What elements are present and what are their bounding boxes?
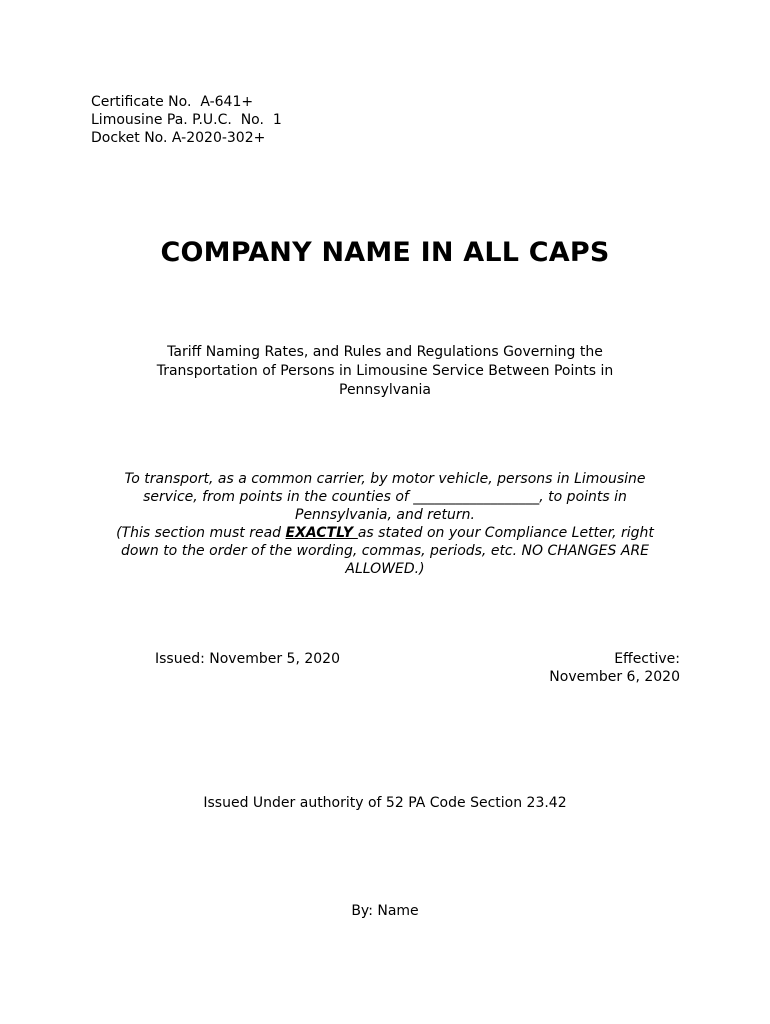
transport-line: Pennsylvania, and return. bbox=[295, 507, 475, 523]
company-title: COMPANY NAME IN ALL CAPS bbox=[160, 237, 610, 268]
signatory-name: By: Name bbox=[351, 903, 419, 919]
certificate-header bbox=[91, 93, 282, 147]
effective-label: Effective: bbox=[614, 651, 680, 667]
effective-date: November 6, 2020 bbox=[549, 669, 680, 685]
limousine-puc-number: Limousine Pa. P.U.C. No. 1 bbox=[91, 112, 282, 128]
issued-date: Issued: November 5, 2020 bbox=[155, 651, 340, 667]
issuing-authority: Issued Under authority of 52 PA Code Section 23.42 bbox=[203, 795, 567, 811]
transport-instruction-line bbox=[0, 524, 770, 542]
transport-line: service, from points in the counties of __________________, to points in bbox=[143, 489, 627, 505]
instruction-prefix: (This section must read bbox=[116, 525, 286, 541]
docket-number: Docket No. A-2020-302+ bbox=[91, 130, 266, 146]
tariff-line: Pennsylvania bbox=[339, 382, 431, 398]
tariff-line: Tariff Naming Rates, and Rules and Regulations Governing the bbox=[167, 344, 603, 360]
tariff-line: Transportation of Persons in Limousine Service Between Points in bbox=[156, 363, 614, 379]
instruction-suffix: as stated on your Compliance Letter, right bbox=[357, 525, 654, 541]
transport-line: down to the order of the wording, commas, periods, etc. NO CHANGES ARE bbox=[120, 543, 650, 559]
transport-line: To transport, as a common carrier, by motor vehicle, persons in Limousine bbox=[124, 471, 646, 487]
transport-authority-text bbox=[0, 470, 770, 578]
exactly-emphasis: EXACTLY bbox=[285, 525, 358, 541]
certificate-number: Certificate No. A-641+ bbox=[91, 94, 254, 110]
effective-date-block bbox=[549, 650, 680, 686]
transport-line: ALLOWED.) bbox=[345, 561, 425, 577]
tariff-description bbox=[0, 343, 770, 400]
